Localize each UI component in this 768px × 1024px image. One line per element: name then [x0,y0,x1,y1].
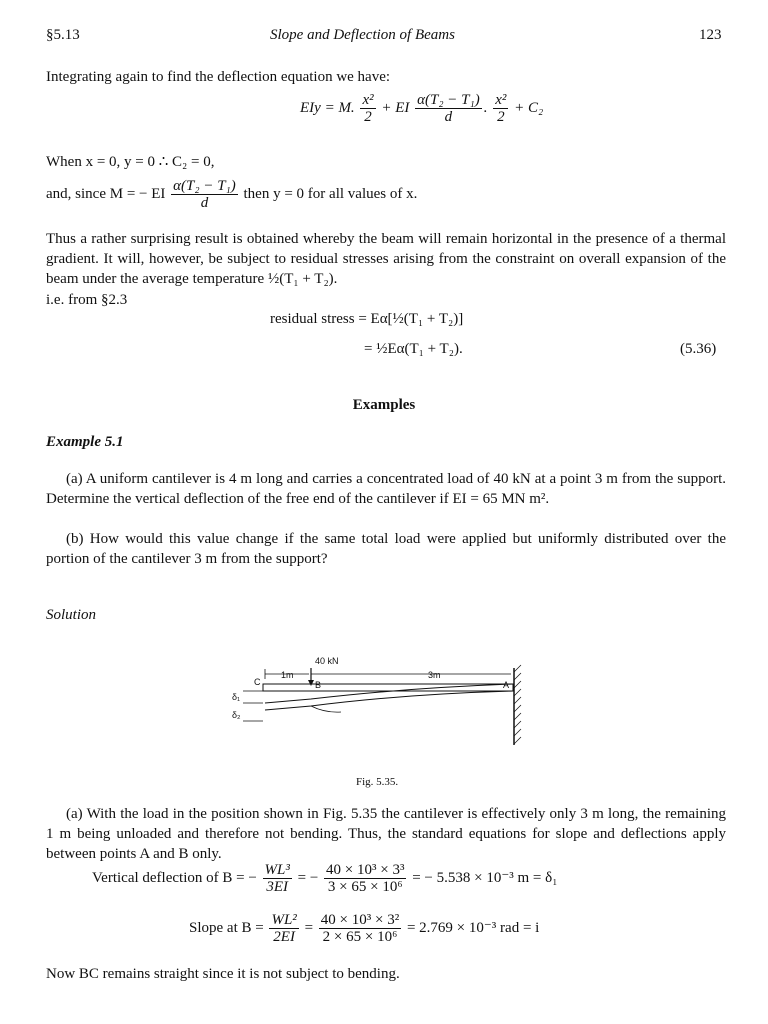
vd-f2-num: 40 × 10³ × 3³ [326,862,405,878]
and-since-post: then y = 0 for all values of x. [243,185,418,202]
cantilever-figure [225,650,525,760]
vd-f1-num: WL³ [264,862,290,878]
residual-stress-line2: = ½Eα(T₁ + T₂). [364,341,463,357]
vd-f2-den: 3 × 65 × 10⁶ [327,879,403,895]
deflected-beam-lower [265,691,513,710]
figure-caption: Fig. 5.35. [356,776,399,788]
eq1-lhs: EIy = M. [300,99,355,116]
slope-result: = 2.769 × 10⁻³ rad = i [406,919,540,936]
eq1-two-b: 2 [497,109,505,125]
eq1-plus-ei: + EI [381,99,410,116]
eq1-two-a: 2 [364,109,372,125]
and-since-den: d [200,195,209,211]
eq1-alpha: α(T₂ − T₁) [417,92,480,108]
and-since-pre: and, since M = − EI [46,185,166,202]
part-a-text: (a) A uniform cantilever is 4 m long and carries a concentrated load of 40 kN at a point 3 m from the support. Determine the vertical deflection of the free end of the cantilever if EI = 65 MN m². [46,471,726,507]
fig-point-a: A [503,680,510,690]
boundary-condition: When x = 0, y = 0 ∴ C₂ = 0, [46,154,215,170]
undeformed-beam [263,684,513,691]
vd-result: = − 5.538 × 10⁻³ m = δ₁ [412,869,558,886]
slope-equation [189,912,539,945]
and-since-line [46,178,417,211]
section-number: §5.13 [46,27,80,43]
eq1-d: d [444,109,453,125]
eq1-tail: + C₂ [514,99,544,116]
fig-point-c: C [254,677,261,687]
load-arrowhead [308,680,314,686]
deflected-beam-upper [265,684,513,703]
fig-1m-label: 1m [281,670,294,680]
slope-f2-den: 2 × 65 × 10⁶ [322,929,398,945]
and-since-num: α(T₂ − T₁) [173,178,236,194]
vd-f1-den: 3EI [266,879,289,895]
ie-line: i.e. from §2.3 [46,292,128,308]
deflection-equation [300,92,543,125]
slope-f1-num: WL² [271,912,297,928]
paragraph-thermal: Thus a rather surprising result is obtained whereby the beam will remain horizontal in the presence of a thermal gradient. It will, however, be subject to residual stresses arising from the constraint on overall expansion of the beam under the average temperature ½(T₁ + T₂). [46,231,726,287]
fig-point-b: B [315,680,322,690]
residual-stress-line1: residual stress = Eα[½(T₁ + T₂)] [270,311,464,327]
vertical-deflection-equation [92,862,557,895]
final-line: Now BC remains straight since it is not subject to bending. [46,966,400,982]
solution-label: Solution [46,607,97,623]
intro-line: Integrating again to find the deflection equation we have: [46,69,391,85]
example-label: Example 5.1 [46,434,124,450]
slope-f1-den: 2EI [273,929,295,945]
solution-paragraph: (a) With the load in the position shown in Fig. 5.35 the cantilever is effectively only 3 m long, the remaining 1 m being unloaded and therefore not bending. Thus, the standard equations for slope and deflections apply between points A and B only. [46,806,726,862]
vd-label: Vertical deflection of B = − [92,869,257,886]
eq1-dot: . [483,99,488,116]
deflection-curve-b [311,706,341,712]
part-b-text: (b) How would this value change if the same total load were applied but uniformly distributed over the portion of the cantilever 3 m from the support? [46,531,726,567]
fig-load-label: 40 kN [315,656,339,666]
running-title: Slope and Deflection of Beams [270,27,455,43]
slope-label: Slope at B = [189,919,264,936]
vd-mid: = − [297,869,319,886]
slope-mid: = [304,919,314,936]
examples-heading: Examples [352,397,416,413]
page-number: 123 [699,27,722,43]
fig-delta2: δ₂ [232,710,241,720]
eq1-x2-a: x² [362,92,374,108]
fig-3m-label: 3m [428,670,441,680]
wall-hatching [514,665,521,744]
equation-number: (5.36) [680,341,717,357]
slope-f2-num: 40 × 10³ × 3² [320,912,400,928]
fig-delta1: δ₁ [232,692,241,702]
eq1-x2-b: x² [495,92,507,108]
